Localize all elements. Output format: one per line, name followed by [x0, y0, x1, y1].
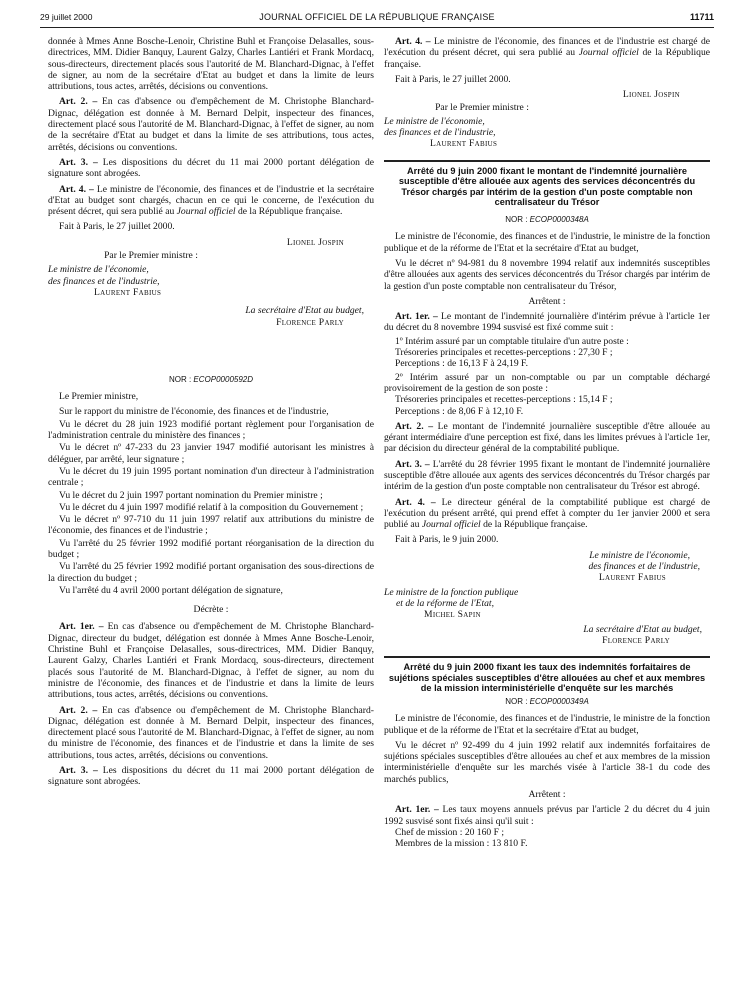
visa: Vu le décret du 19 juin 1995 portant nomination d'un directeur à l'administration centrale ;	[48, 465, 374, 489]
minister-title-2: des finances et de l'industrie,	[384, 127, 496, 139]
secretary-name: Florence Parly	[602, 634, 670, 646]
article-1: Art. 1er. – Les taux moyens annuels prévus par l'article 2 du décret du 4 juin 1992 susvisé sont fixés ainsi qu'il suit :	[384, 804, 710, 827]
arretent-heading: Arrêtent :	[528, 789, 566, 800]
minister-title-1: Le ministre de l'économie,	[384, 115, 485, 127]
by-pm: Par le Premier ministre :	[435, 102, 529, 114]
minister-title-2: des finances et de l'industrie,	[588, 561, 700, 573]
article-3: Art. 3. – L'arrêté du 28 février 1995 fixant le montant de l'indemnité journalière susceptible d'être allouée aux agents des services déconcentrés du Trésor chargés par intérim de la gestion d'un poste comptable non centralisateur du Trésor est abrogé.	[384, 458, 710, 493]
signature-pm: Lionel Jospin	[286, 236, 344, 248]
list-item: 2º Intérim assuré par un non-comptable ou par un comptable déchargé provisoirement de la gestion de son poste :	[384, 371, 710, 394]
fp-minister-title-1: Le ministre de la fonction publique	[384, 586, 519, 598]
section-divider	[384, 160, 710, 162]
fp-minister-name: Michel Sapin	[424, 609, 481, 621]
nor-code: NOR : ECOP0000592D	[168, 374, 254, 384]
visa: Sur le rapport du ministre de l'économie, des finances et de l'industrie,	[59, 406, 329, 418]
section-divider	[384, 656, 710, 658]
nor-code: NOR : ECOP0000349A	[505, 696, 589, 706]
preamble: Le Premier ministre,	[59, 391, 139, 403]
nor-code: NOR : ECOP0000348A	[505, 215, 589, 225]
secretary-name: Florence Parly	[276, 316, 344, 328]
minister-name: Laurent Fabius	[430, 138, 498, 150]
page-header	[40, 12, 714, 26]
page-number: 11711	[689, 12, 714, 22]
article-3: Art. 3. – Les dispositions du décret du 11 mai 2000 portant délégation de signature sont abrogées.	[48, 765, 374, 788]
header-date: 29 juillet 2000	[40, 12, 93, 22]
minister-name: Laurent Fabius	[598, 572, 666, 584]
preamble: Le ministre de l'économie, des finances et de l'industrie, le ministre de la fonction publique et de la réforme de l'Etat et la secrétaire d'Etat au budget,	[384, 713, 710, 736]
visa: Vu le décret nº 97-710 du 11 juin 1997 relatif aux attributions du ministre de l'économie, des finances et de l'industrie ;	[48, 514, 374, 537]
left-column	[48, 36, 374, 792]
right-column	[384, 36, 710, 853]
visa: Vu l'arrêté du 25 février 1992 modifié portant réorganisation de la direction du budget ;	[48, 537, 374, 560]
visa: Vu le décret nº 94-981 du 8 novembre 1994 relatif aux indemnités susceptibles d'être allouées aux agents des services déconcentrés du Trésor chargés par intérim de la gestion d'un poste comptable non centralisateur du Trésor,	[384, 257, 710, 292]
visa: Vu le décret du 2 juin 1997 portant nomination du Premier ministre ;	[59, 489, 323, 501]
article-2: Art. 2. – En cas d'absence ou d'empêchement de M. Christophe Blanchard-Dignac, délégation est donnée à M. Bernard Delpit, inspecteur des finances, directement placé sous l'autorité de M. Blanchard-Dignac, à l'effet de signer, au nom du ministre de l'économie, des finances et de l'industrie et dans la limite de ses attributions, tous actes, arrêtés, décisions ou conventions.	[48, 704, 374, 761]
article-4: Art. 4. – Le ministre de l'économie, des finances et de l'industrie est chargé de l'exécution du présent décret, qui sera publié au Journal officiel de la République française.	[384, 36, 711, 70]
article-3: Art. 3. – Les dispositions du décret du 11 mai 2000 portant délégation de signature sont abrogées.	[48, 156, 374, 180]
secretary-title: La secrétaire d'Etat au budget,	[583, 623, 702, 635]
article-1: Art. 1er. – En cas d'absence ou d'empêchement de M. Christophe Blanchard-Dignac, directeur du budget, délégation est donnée à Mmes Anne Bosche-Lenoir, Christine Buhl et Françoise Delasalles, sous-directrices, MM. Didier Banquy, Laurent Galzy, Charles Lantiéri et Frank Mordacq, sous-directeurs, directement placés sous l'autorité de M. Blanchard-Dignac, à l'effet de signer, au nom du ministre de l'économie, des finances et de l'industrie et dans la limite de leurs attributions, tous actes, arrêtés, décisions ou conventions.	[48, 621, 374, 701]
visa: Vu le décret nº 92-499 du 4 juin 1992 relatif aux indemnités forfaitaires de sujétions spéciales susceptibles d'être allouées au chef et aux membres de la mission interministérielle d'enquête sur les marchés visée à l'article 38-1 du code des marchés publics,	[384, 739, 710, 785]
arrete-title: Arrêté du 9 juin 2000 fixant les taux des indemnités forfaitaires de sujétions spéciales susceptibles d'être allouées au chef et aux membres de la mission interministérielle d'enquête sur les marchés	[388, 662, 706, 694]
fp-minister-title-2: et de la réforme de l'Etat,	[396, 597, 494, 609]
header-rule	[40, 27, 714, 28]
list-item: Perceptions : de 8,06 F à 12,10 F.	[395, 405, 524, 417]
list-item: Trésoreries principales et recettes-perceptions : 27,30 F ;	[395, 347, 613, 359]
article-1: Art. 1er. – Le montant de l'indemnité journalière d'intérim prévue à l'article 1er du décret du 8 novembre 1994 susvisé est fixé comme suit :	[384, 311, 710, 334]
minister-title-1: Le ministre de l'économie,	[589, 549, 690, 561]
minister-name: Laurent Fabius	[94, 286, 162, 298]
list-item: Perceptions : de 16,13 F à 24,19 F.	[395, 358, 529, 370]
visa: Vu le décret du 28 juin 1923 modifié portant règlement pour l'organisation de l'administration centrale du ministère des finances ;	[48, 418, 374, 442]
article-4: Art. 4. – Le ministre de l'économie, des finances et de l'industrie et la secrétaire d'Etat au budget sont chargés, chacun en ce qui le concerne, de l'exécution du présent décret, qui sera publié au Journal officiel de la République française.	[48, 183, 374, 218]
list-item: Membres de la mission : 13 810 F.	[395, 838, 528, 850]
visa: Vu l'arrêté du 25 février 1992 modifié portant organisation des sous-directions de la direction du budget ;	[48, 561, 374, 584]
date-line: Fait à Paris, le 27 juillet 2000.	[59, 221, 175, 233]
preamble: Le ministre de l'économie, des finances et de l'industrie, le ministre de la fonction publique et de la réforme de l'Etat et la secrétaire d'Etat au budget,	[384, 231, 710, 254]
arrete-title: Arrêté du 9 juin 2000 fixant le montant de l'indemnité journalière susceptible d'être allouée aux agents des services déconcentrés du Trésor chargés par intérim de la gestion d'un poste comptable non centralisateur du Trésor	[398, 165, 696, 208]
article-2: Art. 2. – Le montant de l'indemnité journalière susceptible d'être allouée au gérant intermédiaire d'une perception est fixé, dans les limites prévues à l'article 1er, par décision du directeur général de la comptabilité publique.	[384, 420, 710, 455]
article-2: Art. 2. – En cas d'absence ou d'empêchement de M. Christophe Blanchard-Dignac, délégation est donnée à M. Bernard Delpit, inspecteur des finances, directement placé sous l'autorité de M. Blanchard-Dignac, à l'effet de signer, au nom de la secrétaire d'Etat au budget et dans la limite de ses attributions, tous actes, arrêtés, décisions ou conventions.	[48, 96, 374, 153]
visa: Vu le décret du 4 juin 1997 modifié relatif à la composition du Gouvernement ;	[59, 501, 364, 513]
article-4: Art. 4. – Le directeur général de la comptabilité publique est chargé de l'exécution du présent arrêté, qui prend effet à compter du 1er janvier 2000 et sera publié au Journal officiel de la République française.	[384, 496, 710, 531]
header-title: JOURNAL OFFICIEL DE LA RÉPUBLIQUE FRANÇAISE	[259, 12, 495, 22]
decrete-heading: Décrète :	[193, 604, 229, 616]
paragraph: donnée à Mmes Anne Bosche-Lenoir, Christine Buhl et Françoise Delasalles, sous-directrices, MM. Didier Banquy, Laurent Galzy, Charles Lantiéri et Frank Mordacq, sous-directeurs, directement placés sous l'autorité de M. Blanchard-Dignac, à l'effet de signer, au nom de la secrétaire d'Etat au budget et dans la limite de leurs attributions, tous actes, arrêtés, décisions ou conventions.	[48, 36, 374, 93]
visa: Vu l'arrêté du 4 avril 2000 portant délégation de signature,	[59, 584, 283, 596]
secretary-title: La secrétaire d'Etat au budget,	[245, 305, 364, 317]
date-line: Fait à Paris, le 27 juillet 2000.	[395, 73, 511, 85]
list-item: Chef de mission : 20 160 F ;	[395, 826, 504, 838]
list-item: Trésoreries principales et recettes-perceptions : 15,14 F ;	[395, 394, 613, 406]
date-line: Fait à Paris, le 9 juin 2000.	[395, 534, 499, 546]
minister-title-1: Le ministre de l'économie,	[48, 264, 149, 276]
minister-title-2: des finances et de l'industrie,	[48, 275, 160, 287]
by-pm: Par le Premier ministre :	[104, 250, 198, 262]
signature-pm: Lionel Jospin	[622, 89, 680, 101]
list-item: 1º Intérim assuré par un comptable titulaire d'un autre poste :	[395, 335, 629, 347]
visa: Vu le décret nº 47-233 du 23 janvier 1947 modifié autorisant les ministres à déléguer, par arrêté, leur signature ;	[48, 442, 374, 465]
arretent-heading: Arrêtent :	[528, 295, 566, 307]
